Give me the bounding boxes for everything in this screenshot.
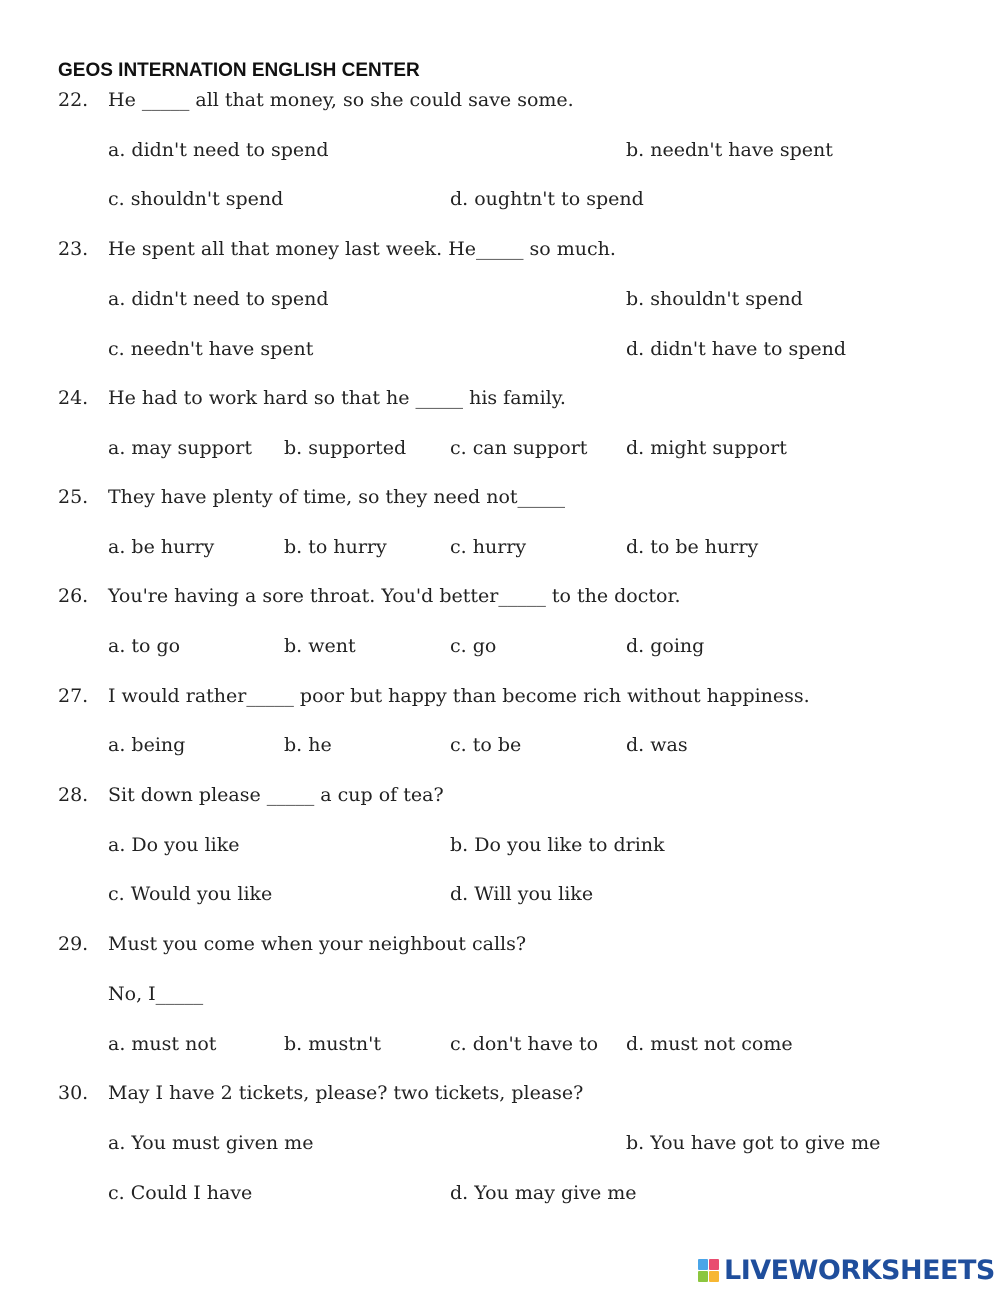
option-b[interactable]: b. went (284, 635, 356, 657)
worksheet-header: GEOS INTERNATION ENGLISH CENTER (58, 60, 420, 81)
question-number: 27. (58, 685, 89, 707)
option-c[interactable]: c. Could I have (108, 1182, 253, 1204)
option-d[interactable]: d. didn't have to spend (626, 338, 847, 360)
logo-boxes-icon (698, 1259, 720, 1283)
option-a[interactable]: a. You must given me (108, 1132, 314, 1154)
option-b[interactable]: b. You have got to give me (626, 1132, 881, 1154)
option-d[interactable]: d. to be hurry (626, 536, 759, 558)
option-a[interactable]: a. must not (108, 1033, 217, 1055)
option-d[interactable]: d. Will you like (450, 883, 594, 905)
logo-box-4 (709, 1271, 719, 1282)
question-text: He spent all that money last week. He_____ so much. (108, 238, 616, 260)
question-text: I would rather_____ poor but happy than become rich without happiness. (108, 685, 810, 707)
option-a[interactable]: a. Do you like (108, 834, 240, 856)
question-text: They have plenty of time, so they need not_____ (108, 486, 566, 508)
option-d[interactable]: d. going (626, 635, 705, 657)
logo-box-2 (709, 1259, 719, 1270)
option-b[interactable]: b. to hurry (284, 536, 387, 558)
option-b[interactable]: b. shouldn't spend (626, 288, 803, 310)
option-c[interactable]: c. needn't have spent (108, 338, 314, 360)
question-text: May I have 2 tickets, please? two tickets, please? (108, 1082, 584, 1104)
option-a[interactable]: a. to go (108, 635, 181, 657)
question-text: Sit down please _____ a cup of tea? (108, 784, 444, 806)
logo-box-3 (698, 1271, 708, 1282)
option-d[interactable]: d. was (626, 734, 688, 756)
liveworksheets-logo (698, 1254, 994, 1288)
option-a[interactable]: a. didn't need to spend (108, 288, 329, 310)
option-b[interactable]: b. needn't have spent (626, 139, 833, 161)
question-number: 26. (58, 585, 89, 607)
logo-box-1 (698, 1259, 708, 1270)
question-text: You're having a sore throat. You'd better_____ to the doctor. (108, 585, 681, 607)
question-number: 28. (58, 784, 89, 806)
option-c[interactable]: c. Would you like (108, 883, 273, 905)
question-number: 22. (58, 89, 89, 111)
question-text: He _____ all that money, so she could save some. (108, 89, 574, 111)
option-a[interactable]: a. may support (108, 437, 252, 459)
option-c[interactable]: c. can support (450, 437, 588, 459)
option-b[interactable]: b. mustn't (284, 1033, 381, 1055)
option-a[interactable]: a. being (108, 734, 186, 756)
question-subtext: No, I_____ (108, 983, 204, 1005)
option-b[interactable]: b. supported (284, 437, 407, 459)
logo-text: LIVEWORKSHEETS (724, 1255, 995, 1286)
option-b[interactable]: b. Do you like to drink (450, 834, 665, 856)
question-text: He had to work hard so that he _____ his family. (108, 387, 566, 409)
option-d[interactable]: d. oughtn't to spend (450, 188, 644, 210)
option-b[interactable]: b. he (284, 734, 332, 756)
question-number: 23. (58, 238, 89, 260)
option-a[interactable]: a. didn't need to spend (108, 139, 329, 161)
question-text: Must you come when your neighbout calls? (108, 933, 527, 955)
option-c[interactable]: c. shouldn't spend (108, 188, 284, 210)
option-a[interactable]: a. be hurry (108, 536, 215, 558)
option-c[interactable]: c. hurry (450, 536, 527, 558)
question-number: 24. (58, 387, 89, 409)
question-number: 25. (58, 486, 89, 508)
option-c[interactable]: c. don't have to (450, 1033, 599, 1055)
option-d[interactable]: d. might support (626, 437, 787, 459)
option-d[interactable]: d. You may give me (450, 1182, 637, 1204)
option-d[interactable]: d. must not come (626, 1033, 793, 1055)
question-number: 30. (58, 1082, 89, 1104)
option-c[interactable]: c. to be (450, 734, 522, 756)
question-number: 29. (58, 933, 89, 955)
option-c[interactable]: c. go (450, 635, 497, 657)
